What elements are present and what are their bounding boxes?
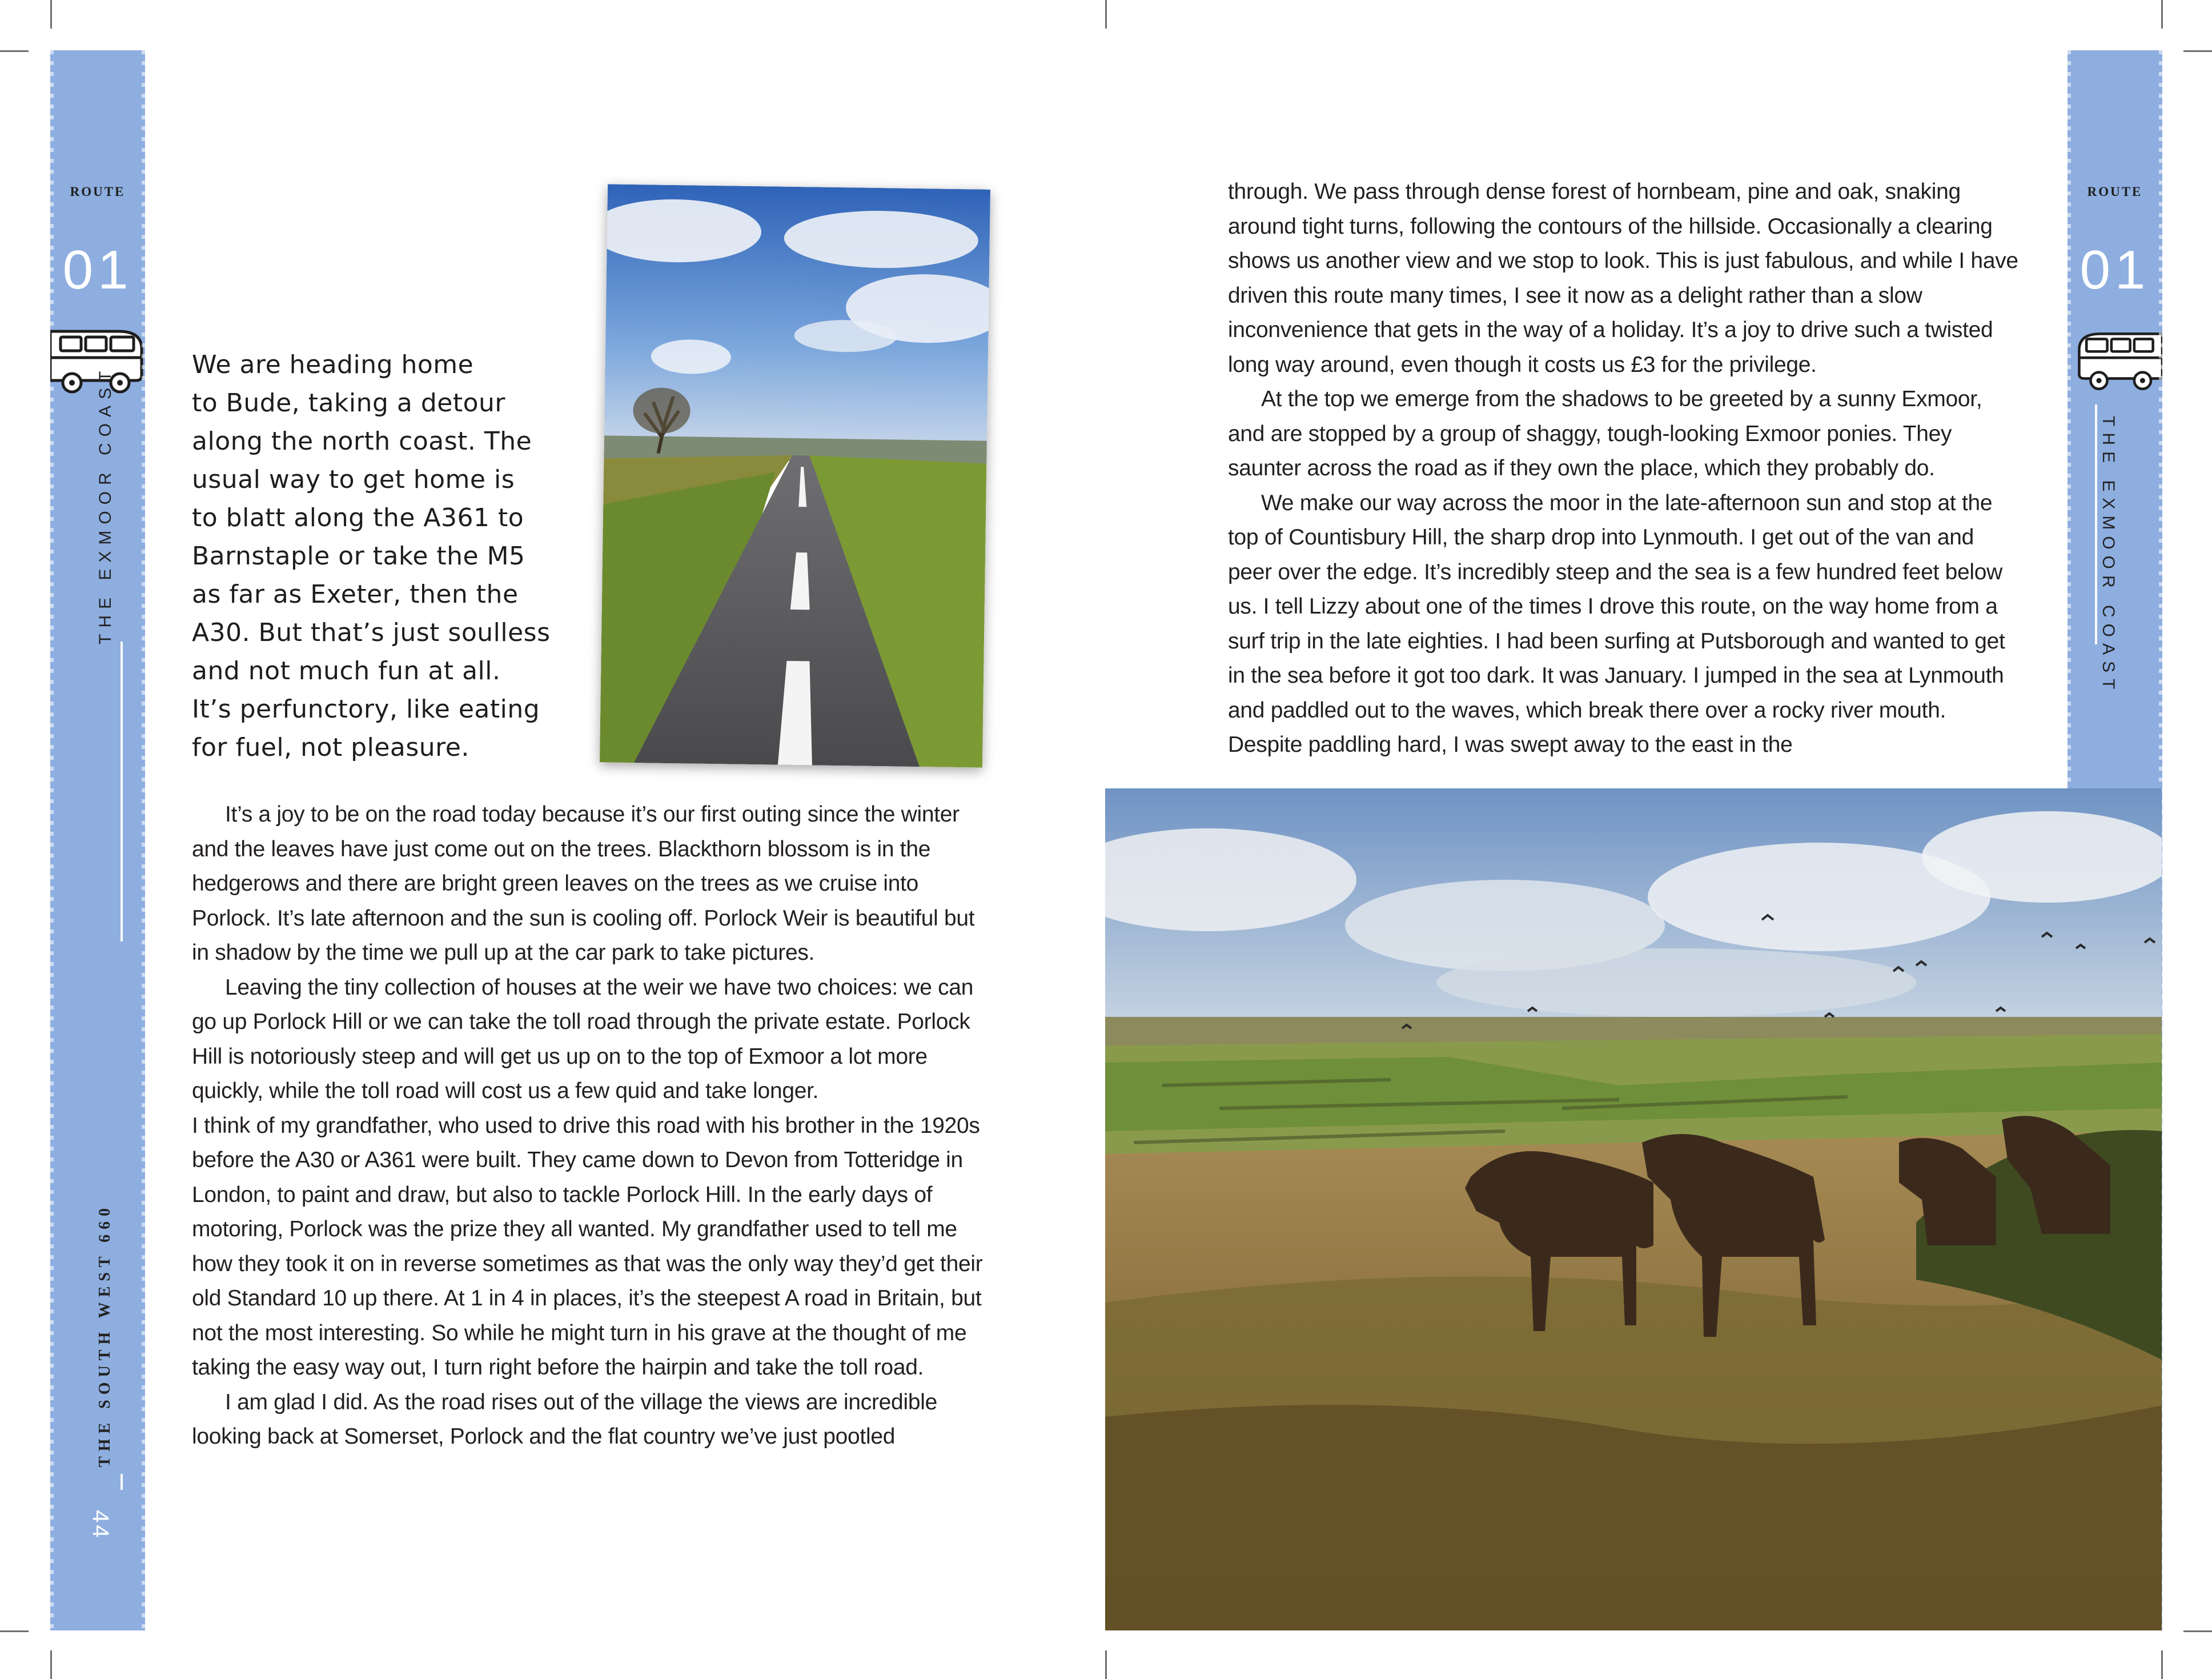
route-label: ROUTE [70, 185, 126, 199]
pull-quote [192, 346, 563, 767]
pull-quote-line: for fuel, not pleasure. [192, 733, 469, 762]
crop-mark [2161, 1650, 2163, 1679]
section-title: THE EXMOOR COAST [96, 364, 115, 644]
section-title: THE EXMOOR COAST [2099, 416, 2118, 696]
pull-quote-line: usual way to get home is [192, 465, 515, 494]
pull-quote-line: as far as Exeter, then the [192, 580, 519, 609]
paragraph: At the top we emerge from the shadows to be greeted by a sunny Exmoor, and are stopped by a group of shaggy, tough-looking Exmoor ponies. They saunter across the road as if they own the place, which they probably do. [1228, 387, 1982, 480]
exmoor-ponies-photo [1105, 788, 2162, 1630]
route-number: 01 [2079, 239, 2150, 300]
pull-quote-line: to Bude, taking a detour [192, 388, 506, 418]
crop-mark [1105, 0, 1107, 29]
pull-quote-line: Barnstaple or take the M5 [192, 542, 525, 571]
page-number: 44 [88, 1510, 113, 1540]
divider-line [2095, 404, 2097, 644]
left-body-text [192, 798, 986, 1454]
crop-mark [0, 1630, 29, 1632]
right-body-text [1228, 175, 2019, 763]
paragraph: I am glad I did. As the road rises out of the village the views are incredible looking back at Somerset, Porlock and the flat country we’ve just pootled [192, 1389, 937, 1449]
crop-mark [50, 1650, 52, 1679]
crop-mark [50, 0, 52, 29]
route-label: ROUTE [2087, 185, 2143, 199]
paragraph: Leaving the tiny collection of houses at the weir we have two choices: we can go up Porlock Hill or we can take the toll road through the private estate. Porlock Hill is notoriously steep and will get us up on to the top of Exmoor a lot more quickly, while the toll road will cost us a few quid and take longer. [192, 975, 974, 1103]
pull-quote-line: A30. But that’s just soulless [192, 618, 551, 647]
pull-quote-line: It’s perfunctory, like eating [192, 695, 540, 724]
crop-mark [2161, 0, 2163, 29]
pull-quote-line: to blatt along the A361 to [192, 503, 524, 532]
paragraph: through. We pass through dense forest of hornbeam, pine and oak, snaking around tight turns, following the contours of the hillside. Occasionally a clearing shows us another view and we stop to look. This is just fabulous, and while I have driven this route many times, I see it now as a delight rather than a slow inconvenience that gets in the way of a holiday. It’s a joy to drive such a twisted long way around, even though it costs us £3 for the privilege. [1228, 179, 2018, 377]
pull-quote-line: along the north coast. The [192, 427, 532, 456]
left-side-band [50, 50, 145, 1630]
campervan-icon [2076, 319, 2162, 399]
pull-quote-line: We are heading home [192, 350, 474, 379]
paragraph: I think of my grandfather, who used to drive this road with his brother in the 1920s before the A30 or A361 were built. They came down to Devon from Totteridge in London, to paint and draw, but also to tackle Porlock Hill. In the early days of motoring, Porlock was the prize they all wanted. My grandfather used to tell me how they took it on in reverse sometimes as that was the only way they’d get their old Standard 10 up there. At 1 in 4 in places, it’s the steepest A road in Britain, but not the most interesting. So while he might turn in his grave at the thought of me taking the easy way out, I turn right before the hairpin and take the toll road. [192, 1113, 983, 1380]
paragraph: We make our way across the moor in the late-afternoon sun and stop at the top of Countisbury Hill, the sharp drop into Lynmouth. I get out of the van and peer over the edge. It’s incredibly steep and the sea is a few hundred feet below us. I tell Lizzy about one of the times I drove this route, on the way home from a surf trip in the late eighties. I had been surfing at Putsborough and wanted to get in the sea before it got too dark. It was January. I jumped in the sea at Lynmouth and paddled out to the waves, which break there over a rocky river mouth. Despite paddling hard, I was swept away to the east in the [1228, 490, 2005, 757]
divider-line [121, 642, 123, 941]
crop-mark [1105, 1650, 1107, 1679]
road-photo-image [600, 184, 990, 767]
crop-mark [2183, 1630, 2212, 1632]
paragraph: It’s a joy to be on the road today because it’s our first outing since the winter and the leaves have just come out on the trees. Blackthorn blossom is in the hedgerows and there are bright green leaves on the trees as we cruise into Porlock. It’s late afternoon and the sun is cooling off. Porlock Weir is beautiful but in shadow by the time we pull up at the car park to take pictures. [192, 802, 975, 965]
crop-mark [2183, 50, 2212, 52]
divider-line [121, 1474, 123, 1490]
pull-quote-line: and not much fun at all. [192, 656, 501, 686]
route-number: 01 [62, 239, 133, 300]
crop-mark [0, 50, 29, 52]
road-photo [600, 184, 990, 767]
ponies-photo-image [1105, 788, 2162, 1630]
book-title: THE SOUTH WEST 660 [96, 1203, 114, 1467]
